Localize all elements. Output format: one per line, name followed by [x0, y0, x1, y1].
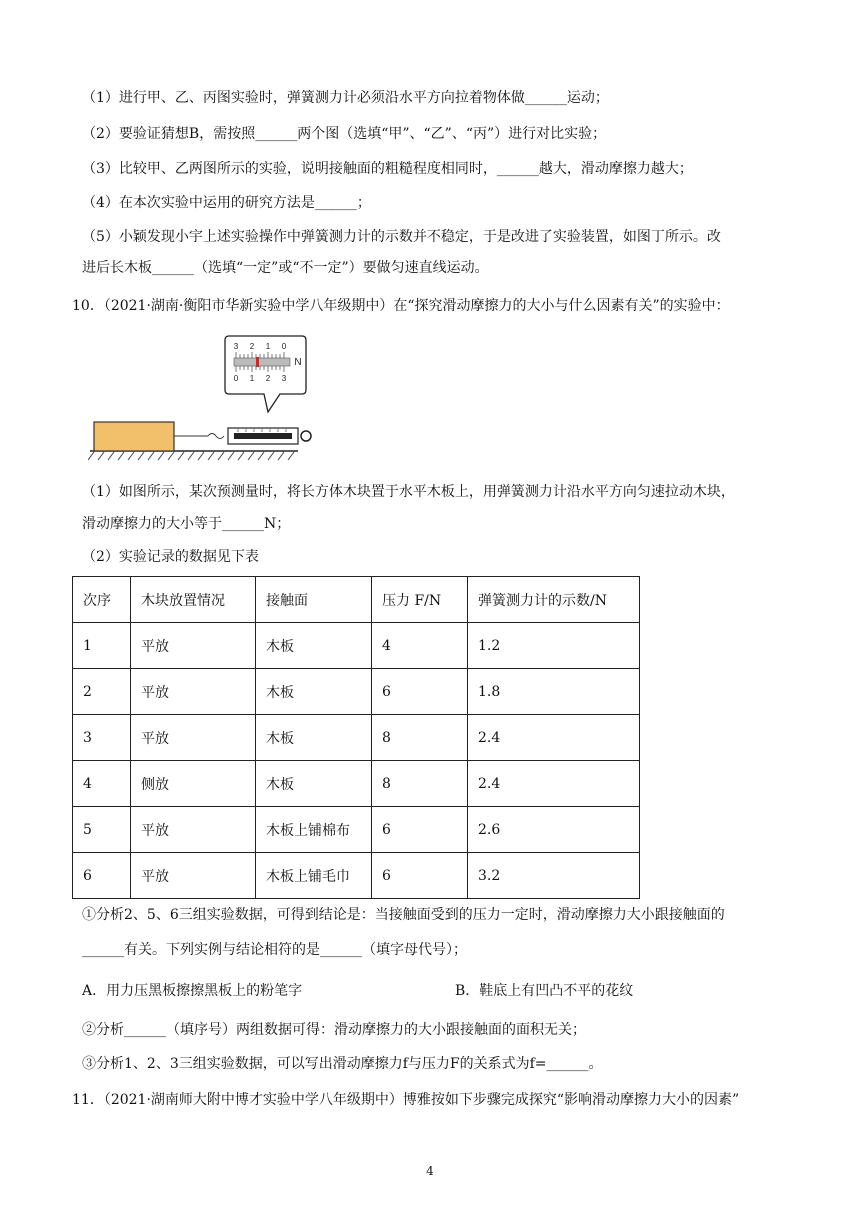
table-cell: 平放	[131, 853, 256, 899]
table-cell: 2.4	[468, 715, 640, 761]
spring-scale	[228, 428, 311, 444]
q9-part2: （2）要验证猜想B，需按照______两个图（选填“甲”、“乙”、“丙”）进行对比实验；	[82, 126, 607, 142]
question-11-title: 11．（2021·湖南师大附中博才实验中学八年级期中）博雅按如下步骤完成探究“影响滑动摩擦力大小的因素”	[72, 1092, 740, 1108]
table-cell: 3.2	[468, 853, 640, 899]
table-header: 木块放置情况	[131, 577, 256, 623]
table-header: 压力 F/N	[372, 577, 468, 623]
table-cell: 1.8	[468, 669, 640, 715]
table-cell: 6	[372, 669, 468, 715]
table-cell: 8	[372, 715, 468, 761]
scale-label: 3	[281, 374, 287, 383]
table-cell: 木板	[256, 761, 372, 807]
table-cell: 侧放	[131, 761, 256, 807]
page-number: 4	[426, 1164, 434, 1178]
table-header-row	[73, 577, 640, 623]
scale-pointer	[256, 357, 259, 367]
table-cell: 木板上铺毛巾	[256, 853, 372, 899]
q9-part3: （3）比较甲、乙两图所示的实验，说明接触面的粗糙程度相同时，______越大，滑动摩擦力越大；	[82, 161, 693, 177]
table-cell: 木板	[256, 623, 372, 669]
table-cell: 2.4	[468, 761, 640, 807]
scale-unit: N	[294, 357, 302, 368]
conclusion-1-a: ①分析2、5、6三组实验数据，可得到结论是：当接触面受到的压力一定时，滑动摩擦力大小跟接触面的	[82, 907, 725, 923]
spring-scale-figure	[88, 334, 318, 464]
table-cell: 4	[73, 761, 131, 807]
q9-part4: （4）在本次实验中运用的研究方法是______；	[82, 195, 371, 211]
table-cell: 1.2	[468, 623, 640, 669]
experiment-data-table	[72, 576, 640, 899]
q9-part5-a: （5）小颖发现小宇上述实验操作中弹簧测力计的示数并不稳定，于是改进了实验装置，如图丁所示。改	[82, 229, 721, 245]
table-cell: 5	[73, 807, 131, 853]
table-row	[73, 623, 640, 669]
scale-label: 1	[249, 374, 255, 383]
scale-label: 3	[233, 342, 239, 351]
magnified-reading-bubble	[225, 336, 306, 412]
conclusion-3: ③分析1、2、3三组实验数据，可以写出滑动摩擦力f与压力F的关系式为f=______。	[82, 1056, 603, 1072]
table-row	[73, 853, 640, 899]
question-10-title: 10．（2021·湖南·衡阳市华新实验中学八年级期中）在“探究滑动摩擦力的大小与什么因素有关”的实验中：	[72, 298, 730, 314]
ground	[88, 451, 298, 460]
table-cell: 平放	[131, 623, 256, 669]
option-a: A．用力压黑板擦擦黑板上的粉笔字	[82, 983, 303, 999]
table-cell: 木板上铺棉布	[256, 807, 372, 853]
q9-part5-b: 进后长木板______（选填“一定”或“不一定”）要做匀速直线运动。	[82, 260, 489, 276]
conclusion-2: ②分析______（填序号）两组数据可得：滑动摩擦力的大小跟接触面的面积无关；	[82, 1022, 586, 1038]
table-row	[73, 715, 640, 761]
wooden-block	[94, 422, 174, 451]
table-cell: 8	[372, 761, 468, 807]
q10-part1-b: 滑动摩擦力的大小等于______N；	[82, 516, 291, 532]
table-header: 接触面	[256, 577, 372, 623]
conclusion-1-b: ______有关。下列实例与结论相符的是______（填字母代号）；	[82, 942, 467, 958]
scale-label: 0	[281, 342, 287, 351]
table-row	[73, 761, 640, 807]
table-cell: 2	[73, 669, 131, 715]
table-cell: 6	[372, 807, 468, 853]
table-cell: 木板	[256, 669, 372, 715]
q9-part1: （1）进行甲、乙、丙图实验时，弹簧测力计必须沿水平方向拉着物体做______运动；	[82, 90, 609, 106]
hook	[208, 434, 224, 439]
scale-label: 2	[265, 374, 271, 383]
option-b: B．鞋底上有凹凸不平的花纹	[455, 983, 634, 999]
q10-part2: （2）实验记录的数据见下表	[82, 549, 259, 565]
scale-label: 0	[233, 374, 239, 383]
scale-label: 2	[249, 342, 255, 351]
table-cell: 2.6	[468, 807, 640, 853]
table-row	[73, 807, 640, 853]
table-cell: 平放	[131, 807, 256, 853]
table-cell: 平放	[131, 715, 256, 761]
table-cell: 1	[73, 623, 131, 669]
table-cell: 木板	[256, 715, 372, 761]
table-header: 次序	[73, 577, 131, 623]
scale-label: 1	[265, 342, 271, 351]
table-row	[73, 669, 640, 715]
q10-part1-a: （1）如图所示，某次预测量时，将长方体木块置于水平木板上，用弹簧测力计沿水平方向匀速拉动木块，	[82, 484, 735, 500]
table-cell: 平放	[131, 669, 256, 715]
table-cell: 6	[73, 853, 131, 899]
table-cell: 3	[73, 715, 131, 761]
table-header: 弹簧测力计的示数/N	[468, 577, 640, 623]
table-cell: 6	[372, 853, 468, 899]
table-cell: 4	[372, 623, 468, 669]
